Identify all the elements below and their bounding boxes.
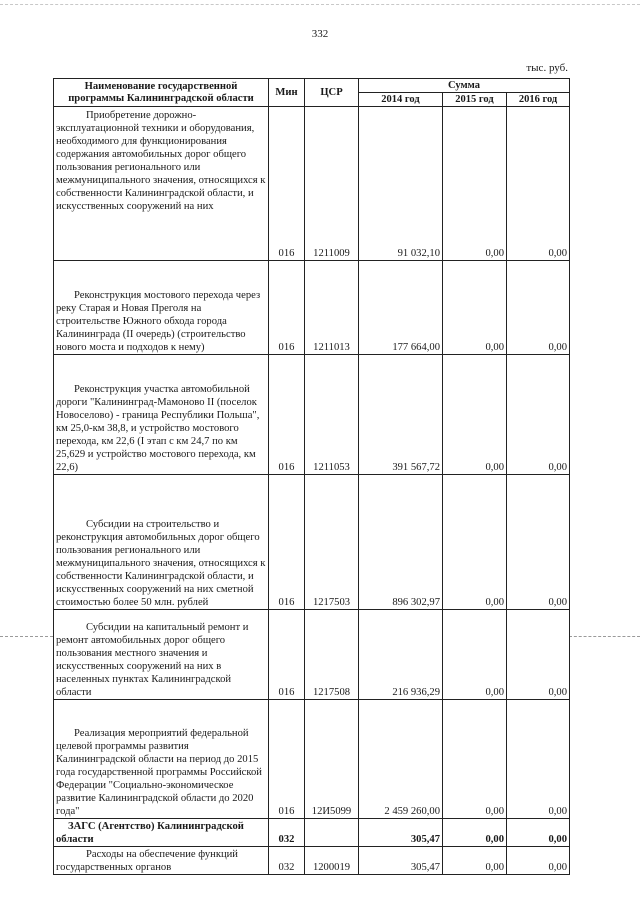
row-csr: 1211013 bbox=[305, 261, 359, 355]
table-row bbox=[54, 355, 570, 475]
row-csr: 1217503 bbox=[305, 475, 359, 610]
row-name-text: Субсидии на капитальный ремонт и ремонт автомобильных дорог общего пользования местного значения и искусственных сооружений на них в населенных пунктах Калининградской области bbox=[56, 622, 249, 698]
row-name bbox=[54, 819, 269, 847]
row-2016: 0,00 bbox=[507, 819, 570, 847]
header-name: Наименование государственной программы Калининградской области bbox=[54, 79, 269, 107]
unit-label: тыс. руб. bbox=[526, 62, 568, 74]
row-min: 016 bbox=[269, 610, 305, 700]
row-2015: 0,00 bbox=[443, 355, 507, 475]
row-2015: 0,00 bbox=[443, 819, 507, 847]
row-name-text: Реконструкция участка автомобильной дороги "Калининград-Мамоново II (поселок Новоселово) - граница Республики Польша", км 25,0-км 38,8, и устройство мостового перехода, км 22,6 (I этап с км 24,7 по км 25,629 и устройство мостового перехода, км 22,6) bbox=[56, 384, 260, 473]
table-row bbox=[54, 475, 570, 610]
row-min: 032 bbox=[269, 819, 305, 847]
row-name-text: Реконструкция мостового перехода через реку Старая и Новая Преголя на строительстве Южного обхода города Калининграда (II очередь) (строительство нового моста и подходов к нему) bbox=[56, 290, 261, 353]
row-name-text: Приобретение дорожно-эксплуатационной техники и оборудования, необходимого для функционирования содержания автомобильных дорог общего пользования регионального или межмуниципального значения, относящихся к собственности Калининградской области, и искусственных сооружений на них bbox=[56, 110, 266, 212]
header-min: Мин bbox=[269, 79, 305, 107]
row-2016: 0,00 bbox=[507, 847, 570, 875]
row-2015: 0,00 bbox=[443, 700, 507, 819]
row-2015: 0,00 bbox=[443, 847, 507, 875]
row-name bbox=[54, 261, 269, 355]
scan-artifact-line bbox=[569, 636, 640, 637]
table-row bbox=[54, 847, 570, 875]
row-name-text: ЗАГС (Агентство) Калининградской области bbox=[56, 821, 244, 845]
row-2014: 896 302,97 bbox=[359, 475, 443, 610]
row-2015: 0,00 bbox=[443, 261, 507, 355]
row-2014: 91 032,10 bbox=[359, 107, 443, 261]
row-min: 016 bbox=[269, 261, 305, 355]
row-min: 016 bbox=[269, 475, 305, 610]
row-2014: 305,47 bbox=[359, 819, 443, 847]
row-name-text: Расходы на обеспечение функций государственных органов bbox=[56, 849, 238, 873]
row-min: 032 bbox=[269, 847, 305, 875]
row-2016: 0,00 bbox=[507, 355, 570, 475]
row-csr: 1211009 bbox=[305, 107, 359, 261]
table-row bbox=[54, 107, 570, 261]
row-2014: 391 567,72 bbox=[359, 355, 443, 475]
row-name-text: Реализация мероприятий федеральной целевой программы развития Калининградской области на период до 2015 года государственной программы Российской Федерации "Социально-экономическое развитие Калининградской области до 2020 года" bbox=[56, 728, 262, 817]
row-2014: 305,47 bbox=[359, 847, 443, 875]
header-year-2016: 2016 год bbox=[507, 93, 570, 107]
row-csr: 12И5099 bbox=[305, 700, 359, 819]
row-csr: 1211053 bbox=[305, 355, 359, 475]
row-name bbox=[54, 355, 269, 475]
header-year-2014: 2014 год bbox=[359, 93, 443, 107]
row-name bbox=[54, 475, 269, 610]
scan-artifact-line bbox=[0, 636, 53, 637]
table-row bbox=[54, 610, 570, 700]
row-2014: 177 664,00 bbox=[359, 261, 443, 355]
row-csr: 1217508 bbox=[305, 610, 359, 700]
row-name-text: Субсидии на строительство и реконструкция автомобильных дорог общего пользования регионального или межмуниципального значения, относящихся к собственности Калининградской области, и искусственных сооружений на них сметной стоимостью более 50 млн. рублей bbox=[56, 519, 266, 608]
row-2015: 0,00 bbox=[443, 475, 507, 610]
row-name bbox=[54, 700, 269, 819]
page-number: 332 bbox=[311, 28, 329, 40]
header-csr: ЦСР bbox=[305, 79, 359, 107]
row-min: 016 bbox=[269, 355, 305, 475]
row-2014: 2 459 260,00 bbox=[359, 700, 443, 819]
row-2016: 0,00 bbox=[507, 700, 570, 819]
row-min: 016 bbox=[269, 700, 305, 819]
row-min: 016 bbox=[269, 107, 305, 261]
scan-artifact-line bbox=[0, 4, 640, 5]
header-sum: Сумма bbox=[359, 79, 570, 93]
row-2016: 0,00 bbox=[507, 475, 570, 610]
row-csr bbox=[305, 819, 359, 847]
row-2016: 0,00 bbox=[507, 261, 570, 355]
row-name bbox=[54, 610, 269, 700]
table-row bbox=[54, 700, 570, 819]
header-year-2015: 2015 год bbox=[443, 93, 507, 107]
row-2016: 0,00 bbox=[507, 610, 570, 700]
row-2015: 0,00 bbox=[443, 610, 507, 700]
row-name bbox=[54, 847, 269, 875]
row-2016: 0,00 bbox=[507, 107, 570, 261]
row-csr: 1200019 bbox=[305, 847, 359, 875]
row-2015: 0,00 bbox=[443, 107, 507, 261]
row-name bbox=[54, 107, 269, 261]
table-row bbox=[54, 261, 570, 355]
row-2014: 216 936,29 bbox=[359, 610, 443, 700]
table-row bbox=[54, 819, 570, 847]
budget-table bbox=[53, 78, 570, 875]
